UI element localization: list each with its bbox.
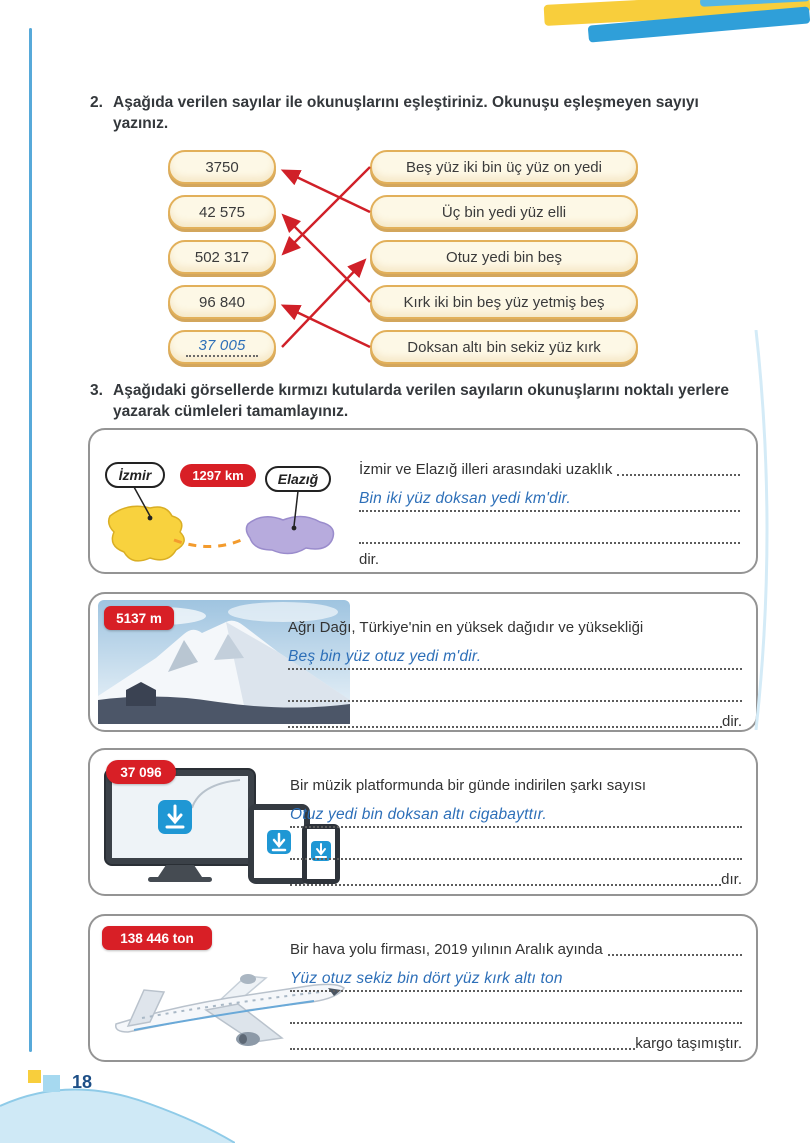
- elazig-province-shape: [246, 516, 333, 553]
- dotted-leader[interactable]: [617, 474, 740, 476]
- question-3-number: 3.: [90, 382, 103, 399]
- sentence-line: [288, 608, 742, 638]
- reading-text: Üç bin yedi yüz elli: [441, 203, 567, 221]
- reading-box: [370, 285, 638, 319]
- sentence-tail: dir.: [721, 713, 742, 730]
- reading-text: Otuz yedi bin beş: [446, 248, 562, 266]
- count-badge-text: 37 096: [120, 764, 162, 780]
- answer-arrow: [284, 167, 370, 253]
- page-number: 18: [72, 1072, 93, 1092]
- sentence-tail: dır.: [721, 871, 742, 888]
- left-margin-line: [29, 28, 32, 1052]
- reading-text: Kırk iki bin beş yüz yetmiş beş: [403, 293, 605, 311]
- monitor-base: [148, 877, 212, 882]
- reading-box: [370, 240, 638, 274]
- dotted-leader[interactable]: [288, 726, 722, 728]
- panel-cargo-airline: [88, 914, 758, 1062]
- count-badge: [106, 760, 176, 784]
- izmir-label: İzmir: [118, 467, 152, 483]
- dotted-leader[interactable]: [290, 884, 721, 886]
- cargo-badge: [102, 926, 212, 950]
- handwritten-answer: Bin iki yüz doksan yedi km'dir.: [359, 490, 571, 507]
- handwritten-answer: Yüz otuz sekiz bin dört yüz kırk altı ton: [290, 970, 563, 987]
- number-box: [168, 195, 276, 229]
- dotted-writing-line[interactable]: [290, 960, 742, 992]
- elazig-label: Elazığ: [277, 471, 319, 487]
- sentence-tail: dir.: [359, 551, 380, 568]
- answer-arrow: [284, 306, 370, 347]
- panel-text: [290, 930, 742, 1054]
- elazig-pin-dot: [292, 526, 297, 531]
- number-value: 3750: [205, 158, 239, 176]
- reading-box: [370, 330, 638, 364]
- number-box: [168, 150, 276, 184]
- izmir-province-shape: [109, 506, 184, 561]
- cargo-badge-text: 138 446 ton: [120, 930, 194, 946]
- height-badge-text: 5137 m: [116, 610, 162, 626]
- footer-yellow-square: [28, 1070, 41, 1083]
- engine-intake: [239, 1034, 247, 1044]
- handwritten-answer: Otuz yedi bin doksan altı cigabayttır.: [290, 806, 547, 823]
- number-box-answer[interactable]: [168, 330, 276, 364]
- dotted-writing-line[interactable]: [288, 670, 742, 702]
- question-3-header: [90, 380, 754, 423]
- panel-text: [290, 766, 742, 890]
- dotted-writing-line[interactable]: [290, 796, 742, 828]
- dotted-writing-line[interactable]: [290, 992, 742, 1024]
- height-badge: [104, 606, 174, 630]
- sentence-tail: kargo taşımıştır.: [635, 1035, 742, 1052]
- reading-text: Beş yüz iki bin üç yüz on yedi: [406, 158, 602, 176]
- sentence-line: [290, 930, 742, 960]
- number-box: [168, 240, 276, 274]
- question-2-number: 2.: [90, 94, 103, 111]
- sentence-line: [359, 450, 740, 480]
- sentence: İzmir ve Elazığ illeri arasındaki uzaklık: [359, 461, 613, 478]
- question-3-prompt: Aşağıdaki görsellerde kırmızı kutularda verilen sayıların okunuşlarını noktalı yerlere yazarak cümleleri tamamlayınız.: [113, 382, 729, 421]
- panel-text: [359, 450, 740, 570]
- fortress-silhouette: [126, 690, 156, 706]
- panel-music-downloads: [88, 748, 758, 896]
- monitor-stand: [158, 865, 202, 877]
- answer-arrow: [284, 216, 370, 302]
- answer-arrow: [284, 171, 370, 212]
- dotted-leader[interactable]: [290, 1048, 635, 1050]
- question-2-header: [90, 92, 754, 135]
- number-value: 42 575: [199, 203, 245, 221]
- sentence: Bir müzik platformunda bir günde indirilen şarkı sayısı: [290, 777, 646, 794]
- panel-agri-dagi: [88, 592, 758, 732]
- tail-line: [288, 702, 742, 732]
- tail-line: [359, 544, 740, 570]
- izmir-pin-dot: [148, 516, 153, 521]
- distance-badge: 1297 km: [192, 468, 244, 483]
- dotted-writing-line[interactable]: [288, 638, 742, 670]
- handwritten-answer: Beş bin yüz otuz yedi m'dir.: [288, 648, 482, 665]
- dotted-writing-line[interactable]: [359, 512, 740, 544]
- reading-box: [370, 195, 638, 229]
- number-value: 96 840: [199, 293, 245, 311]
- footer-blue-square: [43, 1075, 60, 1092]
- right-arc-decoration: [752, 330, 778, 730]
- dotted-writing-line[interactable]: [359, 480, 740, 512]
- sentence: Bir hava yolu firması, 2019 yılının Aralık ayında: [290, 941, 603, 958]
- dotted-leader[interactable]: [608, 954, 742, 956]
- sentence-line: [290, 766, 742, 796]
- tail-line: [290, 1024, 742, 1054]
- tail-line: [290, 860, 742, 890]
- handwritten-number-answer: 37 005: [186, 337, 257, 357]
- panel-text: [288, 608, 742, 732]
- panel-izmir-elazig: [88, 428, 758, 574]
- sentence: Ağrı Dağı, Türkiye'nin en yüksek dağıdır ve yüksekliği: [288, 619, 644, 636]
- question-2-prompt: Aşağıda verilen sayılar ile okunuşlarını eşleştiriniz. Okunuşu eşleşmeyen sayıyı yazınız.: [113, 94, 699, 133]
- answer-arrow: [282, 261, 364, 347]
- izmir-elazig-map: [98, 454, 350, 572]
- dotted-writing-line[interactable]: [290, 828, 742, 860]
- number-value: 502 317: [194, 248, 250, 266]
- matching-exercise: [88, 150, 648, 370]
- far-engine: [240, 974, 256, 984]
- reading-text: Doksan altı bin sekiz yüz kırk: [407, 338, 601, 356]
- reading-box: [370, 150, 638, 184]
- number-box: [168, 285, 276, 319]
